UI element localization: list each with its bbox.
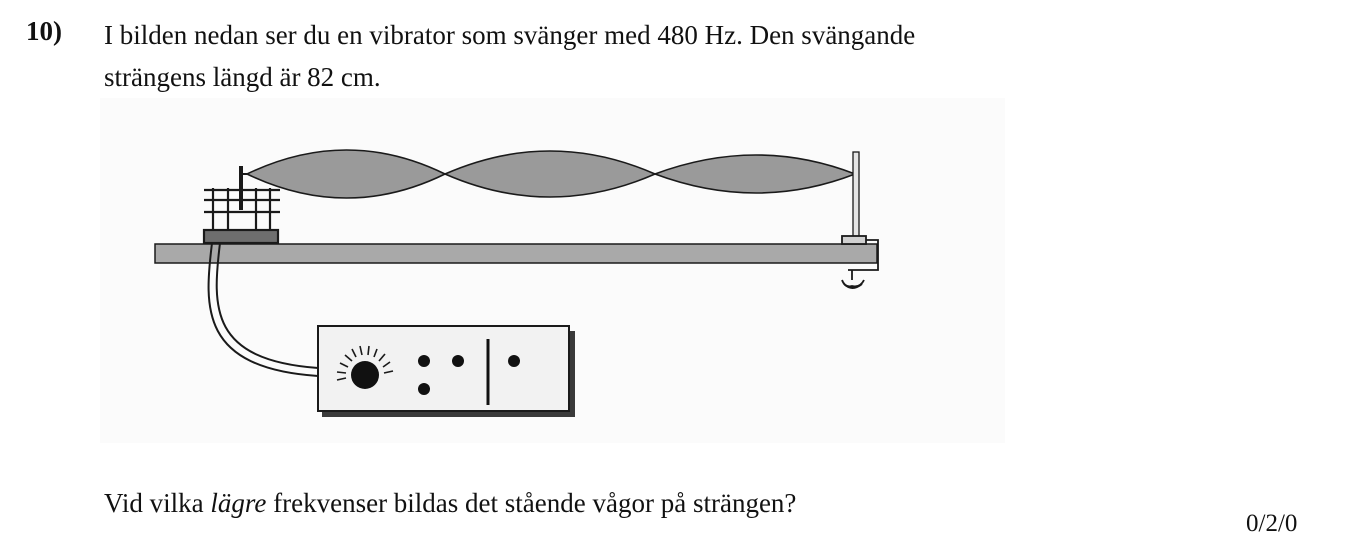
jack-3-icon — [418, 383, 430, 395]
prompt-text-before: Vid vilka — [104, 488, 211, 518]
signal-generator-icon — [318, 326, 575, 417]
vibrator-base — [204, 230, 278, 243]
question-number: 10) — [26, 16, 62, 46]
end-rod-icon — [853, 152, 859, 244]
prompt-emphasis: lägre — [210, 488, 267, 518]
table-board-icon — [155, 244, 877, 263]
jack-1-icon — [418, 355, 430, 367]
jack-4-icon — [508, 355, 520, 367]
standing-wave-figure — [100, 98, 1005, 443]
stem-line-2: strängens längd är 82 cm. — [104, 62, 381, 92]
question-stem — [104, 14, 915, 98]
stem-line-1: I bilden nedan ser du en vibrator som svänger med 480 Hz. Den svängande — [104, 20, 916, 50]
string-loop-icon — [247, 150, 855, 198]
points-score: 0/2/0 — [1246, 510, 1298, 537]
end-rod — [853, 152, 859, 244]
question-prompt — [104, 486, 796, 520]
jack-2-icon — [452, 355, 464, 367]
prompt-text-after: frekvenser bildas det stående vågor på strängen? — [266, 488, 797, 518]
